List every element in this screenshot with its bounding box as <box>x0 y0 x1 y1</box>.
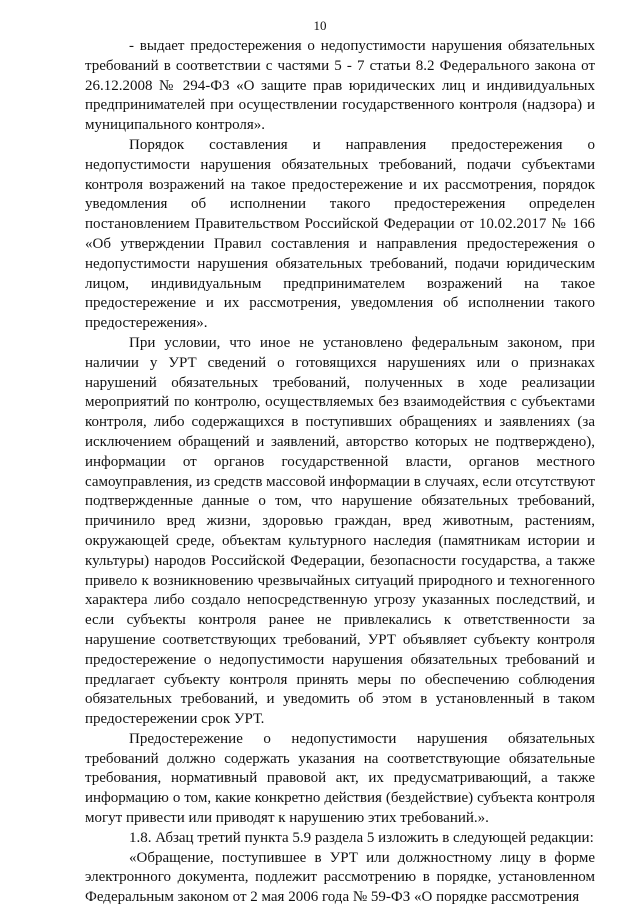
paragraph-warning-conditions: При условии, что иное не установлено федеральным законом, при наличии у УРТ сведений о готовящихся нарушениях или о признаках нарушений обязательных требований, полученных в ходе реализации мероприятий по контролю, осуществляемых без взаимодействия с субъектами контроля, либо содержащихся в поступивших обращениях и заявлениях (за исключением обращений и заявлений, авторство которых не подтверждено), информации от органов государственной власти, органов местного самоуправления, из средств массовой информации в случаях, если отсутствуют подтвержденные данные о том, что нарушение обязательных требований, причинило вред жизни, здоровью граждан, вред животным, растениям, окружающей среде, объектам культурного наследия (памятникам истории и культуры) народов Российской Федерации, безопасности государства, а также привело к возникновению чрезвычайных ситуаций природного и техногенного характера либо создало непосредственную угрозу указанных последствий, и если субъекты контроля ранее не привлекались к ответственности за нарушение соответствующих требований, УРТ объявляет субъекту контроля предостережение о недопустимости нарушения обязательных требований и предлагает субъекту контроля принять меры по обеспечению соблюдения обязательных требований, и уведомить об этом в установленный в таком предостережении срок УРТ. <box>85 334 595 728</box>
paragraph-amendment-text: «Обращение, поступившее в УРТ или должностному лицу в форме электронного документа, подлежит рассмотрению в порядке, установленном Федеральным законом от 2 мая 2006 года № 59-ФЗ «О порядке рассмотрения <box>85 849 595 906</box>
document-body <box>85 37 595 908</box>
page-number: 10 <box>313 18 327 33</box>
paragraph-warning-procedure: Порядок составления и направления предостережения о недопустимости нарушения обязательных требований, подачи субъектами контроля возражений на такое предостережение и их рассмотрения, порядок уведомления об исполнении такого предостережения определен постановлением Правительством Российской Федерации от 10.02.2017 № 166 «Об утверждении Правил составления и направления предостережения о недопустимости нарушения обязательных требований, подачи юридическим лицом, индивидуальным предпринимателем возражений на такое предостережение и их рассмотрения, уведомления об исполнении такого предостережения». <box>85 136 595 332</box>
paragraph-amendment-1-8: 1.8. Абзац третий пункта 5.9 раздела 5 изложить в следующей редакции: <box>129 829 594 846</box>
paragraph-warning-content: Предостережение о недопустимости нарушения обязательных требований должно содержать указания на соответствующие обязательные требования, нормативный правовой акт, их предусматривающий, а также информацию о том, какие конкретно действия (бездействие) субъекта контроля могут привести или приводят к нарушению этих требований.». <box>85 730 595 827</box>
paragraph-warning-issuance: - выдает предостережения о недопустимости нарушения обязательных требований в соответствии с частями 5 - 7 статьи 8.2 Федерального закона от 26.12.2008 № 294-ФЗ «О защите прав юридических лиц и индивидуальных предпринимателей при осуществлении государственного контроля (надзора) и муниципального контроля». <box>85 38 595 134</box>
